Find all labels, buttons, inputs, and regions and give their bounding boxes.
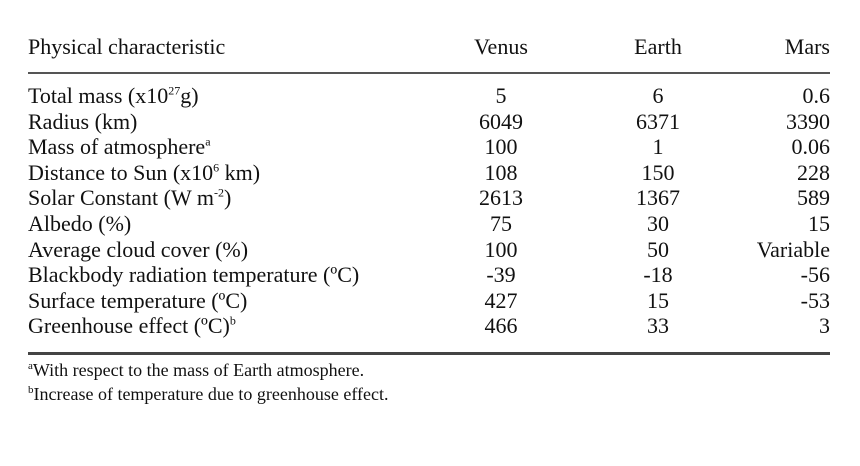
row-label xyxy=(28,262,428,288)
row-label-text: Total mass (x10 xyxy=(28,83,169,108)
cell-earth: 33 xyxy=(647,313,669,339)
table-row xyxy=(28,237,830,263)
header-characteristic: Physical characteristic xyxy=(28,34,226,59)
row-label xyxy=(28,160,428,186)
table-row xyxy=(28,160,830,186)
row-label xyxy=(28,288,428,314)
cell-venus: 5 xyxy=(495,83,507,108)
footnote-b-text: Increase of temperature due to greenhouse effect. xyxy=(33,384,389,404)
footnote-a-text: With respect to the mass of Earth atmosphere. xyxy=(32,360,365,380)
cell-earth: 30 xyxy=(647,210,669,236)
cell-mars: 3 xyxy=(819,313,830,339)
table-row xyxy=(28,313,830,346)
row-label-text: Distance to Sun (x10 xyxy=(28,159,214,185)
footnote-b-mark: b xyxy=(28,384,34,396)
table-row xyxy=(28,211,830,237)
cell-venus: 75 xyxy=(490,210,512,236)
row-label-text: Solar Constant (W m xyxy=(28,185,214,211)
cell-mars: 3390 xyxy=(786,108,830,134)
header-venus: Venus xyxy=(474,34,528,59)
cell-earth: -18 xyxy=(643,262,673,288)
planet-comparison-table xyxy=(28,34,830,346)
row-label xyxy=(28,237,428,263)
table-row xyxy=(28,109,830,135)
cell-venus: 100 xyxy=(484,134,518,160)
cell-earth: 1 xyxy=(652,134,664,160)
table-row xyxy=(28,262,830,288)
table-row xyxy=(28,134,830,160)
row-label-text: Albedo (%) xyxy=(28,210,132,236)
row-label-superscript: a xyxy=(205,134,211,149)
cell-earth: 50 xyxy=(647,236,669,262)
table-row xyxy=(28,288,830,314)
cell-mars: 0.6 xyxy=(802,83,830,108)
row-label-text: Blackbody radiation temperature (ºC) xyxy=(28,262,360,288)
row-label xyxy=(28,185,428,211)
footnote-a xyxy=(28,358,388,382)
cell-mars: -56 xyxy=(800,262,830,288)
cell-earth: 6371 xyxy=(636,108,680,134)
row-label-superscript: -2 xyxy=(213,186,224,201)
cell-mars: 228 xyxy=(797,159,830,185)
cell-earth: 6 xyxy=(652,83,664,108)
cell-venus: 466 xyxy=(484,313,518,339)
footnotes xyxy=(28,358,388,406)
cell-venus: 6049 xyxy=(479,108,523,134)
cell-venus: -39 xyxy=(486,262,516,288)
cell-earth: 150 xyxy=(641,159,675,185)
row-label-suffix: ) xyxy=(223,185,232,211)
table-header-row xyxy=(28,34,830,73)
cell-mars: -53 xyxy=(800,287,830,313)
table-body xyxy=(28,73,830,346)
footnote-a-mark: a xyxy=(28,360,33,372)
row-label xyxy=(28,109,428,135)
cell-mars: Variable xyxy=(756,236,830,262)
row-label-text: Surface temperature (ºC) xyxy=(28,287,248,313)
cell-mars: 589 xyxy=(797,185,830,211)
cell-venus: 427 xyxy=(484,287,518,313)
cell-mars: 0.06 xyxy=(791,134,830,160)
cell-venus: 100 xyxy=(484,236,518,262)
row-label-superscript: 27 xyxy=(168,83,181,98)
cell-venus: 2613 xyxy=(479,185,523,211)
row-label-text: Greenhouse effect (ºC) xyxy=(28,313,230,339)
table-row xyxy=(28,73,830,109)
row-label-superscript: b xyxy=(229,314,236,329)
row-label-suffix: g) xyxy=(180,83,199,108)
row-label-text: Average cloud cover (%) xyxy=(28,236,249,262)
table-bottom-rule xyxy=(28,352,830,355)
row-label-suffix: km) xyxy=(219,159,261,185)
table-row xyxy=(28,185,830,211)
row-label xyxy=(28,134,428,160)
header-earth: Earth xyxy=(634,34,682,59)
header-mars: Mars xyxy=(784,34,830,59)
cell-earth: 1367 xyxy=(636,185,680,211)
footnote-b xyxy=(28,382,388,406)
row-label xyxy=(28,313,428,346)
cell-mars: 15 xyxy=(808,210,830,236)
row-label xyxy=(28,211,428,237)
row-label-superscript: 6 xyxy=(213,160,220,175)
cell-earth: 15 xyxy=(647,287,669,313)
row-label-text: Radius (km) xyxy=(28,108,138,134)
row-label xyxy=(28,73,428,109)
row-label-text: Mass of atmosphere xyxy=(28,134,206,160)
cell-venus: 108 xyxy=(484,159,518,185)
